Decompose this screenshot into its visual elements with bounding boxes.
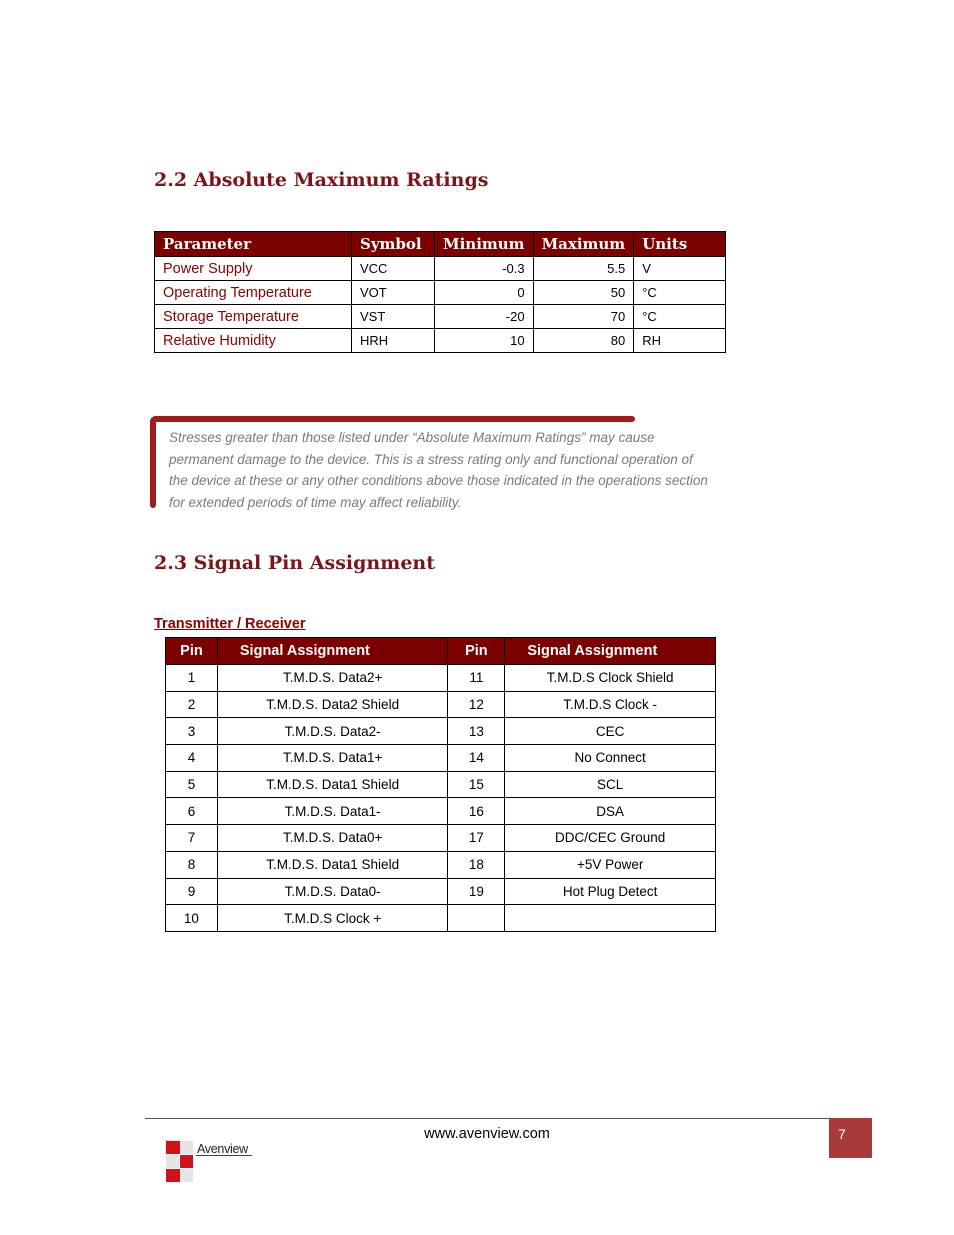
table-row	[166, 691, 716, 718]
pin-cell: 6	[166, 798, 218, 825]
signal-cell: T.M.D.S. Data1 Shield	[217, 771, 448, 798]
logo-square	[180, 1169, 193, 1182]
pin-cell: 14	[448, 745, 505, 772]
signal-pin-table	[165, 637, 716, 932]
signal-cell: Hot Plug Detect	[505, 878, 716, 905]
signal-cell: T.M.D.S. Data2 Shield	[217, 691, 448, 718]
table-row	[155, 281, 726, 305]
signal-cell: T.M.D.S. Data0-	[217, 878, 448, 905]
pin-cell: 19	[448, 878, 505, 905]
note-line: permanent damage to the device. This is a stress rating only and functional operation of	[169, 451, 693, 467]
pin-cell: 5	[166, 771, 218, 798]
symbol-cell: HRH	[352, 329, 435, 353]
note-accent-bar	[150, 416, 635, 422]
table-row	[155, 257, 726, 281]
units-cell: °C	[634, 305, 726, 329]
table-row	[166, 771, 716, 798]
header-minimum: Minimum	[435, 232, 534, 257]
header-parameter: Parameter	[155, 232, 352, 257]
absolute-maximum-ratings-table	[154, 231, 726, 353]
table-row	[166, 745, 716, 772]
pin-cell: 4	[166, 745, 218, 772]
table-row	[155, 329, 726, 353]
signal-cell: T.M.D.S. Data1-	[217, 798, 448, 825]
signal-cell: T.M.D.S. Data1+	[217, 745, 448, 772]
maximum-cell: 80	[533, 329, 634, 353]
signal-cell: T.M.D.S. Data1 Shield	[217, 851, 448, 878]
pin-cell: 15	[448, 771, 505, 798]
page-number-badge	[829, 1118, 872, 1158]
logo-square	[180, 1141, 193, 1154]
note-line: for extended periods of time may affect reliability.	[169, 495, 462, 511]
logo-square	[166, 1155, 179, 1168]
note-line: the device at these or any other conditions above those indicated in the operations section	[169, 473, 708, 489]
note-accent-bar	[150, 416, 156, 508]
signal-cell: T.M.D.S. Data2+	[217, 665, 448, 692]
signal-cell: SCL	[505, 771, 716, 798]
note-line: Stresses greater than those listed under “Absolute Maximum Ratings” may cause	[169, 430, 655, 445]
table-row	[166, 878, 716, 905]
logo-square	[166, 1141, 180, 1154]
units-cell: °C	[634, 281, 726, 305]
logo-text: Avenview	[197, 1142, 248, 1156]
pin-cell: 9	[166, 878, 218, 905]
table-row	[166, 905, 716, 932]
units-cell: V	[634, 257, 726, 281]
header-signal-assignment: Signal Assignment	[505, 638, 716, 665]
table-row	[166, 825, 716, 852]
table-row	[166, 718, 716, 745]
pin-table-subtitle: Transmitter / Receiver	[154, 616, 306, 632]
signal-cell: DSA	[505, 798, 716, 825]
footer-divider	[145, 1118, 872, 1119]
pin-cell: 18	[448, 851, 505, 878]
parameter-cell: Operating Temperature	[155, 281, 352, 305]
avenview-logo	[160, 1138, 270, 1182]
minimum-cell: 0	[435, 281, 534, 305]
maximum-cell: 50	[533, 281, 634, 305]
pin-cell: 10	[166, 905, 218, 932]
pin-cell: 13	[448, 718, 505, 745]
signal-cell	[505, 905, 716, 932]
signal-cell: T.M.D.S Clock Shield	[505, 665, 716, 692]
signal-cell: CEC	[505, 718, 716, 745]
signal-cell: DDC/CEC Ground	[505, 825, 716, 852]
page-number: 7	[838, 1126, 846, 1142]
symbol-cell: VCC	[352, 257, 435, 281]
logo-square	[180, 1155, 193, 1168]
signal-cell: T.M.D.S. Data0+	[217, 825, 448, 852]
parameter-cell: Power Supply	[155, 257, 352, 281]
table-header-row	[166, 638, 716, 665]
signal-cell: T.M.D.S. Data2-	[217, 718, 448, 745]
pin-cell: 16	[448, 798, 505, 825]
note-text	[169, 427, 749, 514]
signal-cell: T.M.D.S Clock -	[505, 691, 716, 718]
table-row	[166, 665, 716, 692]
units-cell: RH	[634, 329, 726, 353]
pin-cell	[448, 905, 505, 932]
parameter-cell: Relative Humidity	[155, 329, 352, 353]
pin-cell: 12	[448, 691, 505, 718]
table-row	[155, 305, 726, 329]
signal-cell: T.M.D.S Clock +	[217, 905, 448, 932]
pin-cell: 11	[448, 665, 505, 692]
header-pin: Pin	[166, 638, 218, 665]
maximum-cell: 5.5	[533, 257, 634, 281]
maximum-cell: 70	[533, 305, 634, 329]
pin-cell: 17	[448, 825, 505, 852]
table-row	[166, 798, 716, 825]
pin-cell: 3	[166, 718, 218, 745]
pin-cell: 1	[166, 665, 218, 692]
pin-cell: 2	[166, 691, 218, 718]
header-maximum: Maximum	[533, 232, 634, 257]
parameter-cell: Storage Temperature	[155, 305, 352, 329]
signal-cell: No Connect	[505, 745, 716, 772]
minimum-cell: -20	[435, 305, 534, 329]
table-header-row	[155, 232, 726, 257]
stress-warning-note	[150, 416, 750, 511]
section-title-ratings: 2.2 Absolute Maximum Ratings	[154, 169, 489, 191]
header-signal-assignment: Signal Assignment	[217, 638, 448, 665]
pin-cell: 7	[166, 825, 218, 852]
section-title-pins: 2.3 Signal Pin Assignment	[154, 552, 436, 574]
symbol-cell: VST	[352, 305, 435, 329]
pin-cell: 8	[166, 851, 218, 878]
table-row	[166, 851, 716, 878]
footer-url: www.avenview.com	[424, 1126, 550, 1142]
header-symbol: Symbol	[352, 232, 435, 257]
logo-square	[166, 1169, 180, 1182]
minimum-cell: -0.3	[435, 257, 534, 281]
signal-cell: +5V Power	[505, 851, 716, 878]
minimum-cell: 10	[435, 329, 534, 353]
symbol-cell: VOT	[352, 281, 435, 305]
header-units: Units	[634, 232, 726, 257]
header-pin: Pin	[448, 638, 505, 665]
